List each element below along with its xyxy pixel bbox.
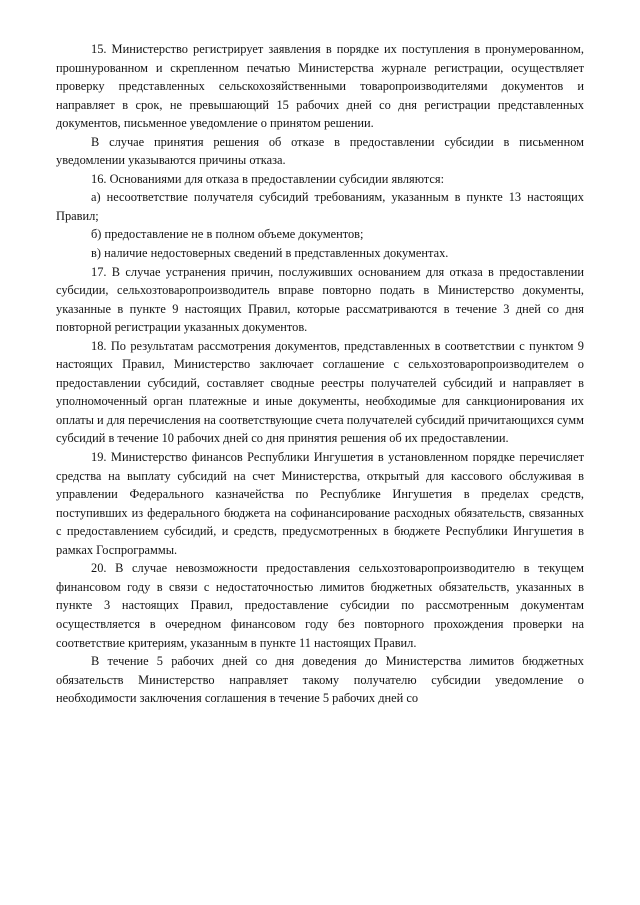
paragraph-16-v: в) наличие недостоверных сведений в представленных документах. <box>91 246 449 261</box>
paragraph-16: 16. Основаниями для отказа в предоставлении субсидии являются: <box>91 171 445 186</box>
paragraph-16-b: б) предоставление не в полном объеме документов; <box>91 227 364 242</box>
paragraph-20-notice: В течение 5 рабочих дней со дня доведения до Министерства лимитов бюджетных обязательств Министерство направляет такому получателю субсидии уведомление о необходимости заключения соглашения в течение 5 рабочих дней со <box>56 654 584 706</box>
paragraph-refusal-reasons: В случае принятия решения об отказе в предоставлении субсидии в письменном уведомлении указываются причины отказа. <box>56 134 584 168</box>
paragraph-19: 19. Министерство финансов Республики Ингушетия в установленном порядке перечисляет средства на выплату субсидий на счет Министерства, открытый для кассового обслуживая в управлении Федерального казначейства по Республике Ингушетия в пределах средств, поступивших из федерального бюджета на софинансирование расходных обязательств, связанных с предоставлением субсидий, и средств, предусмотренных в бюджете Республики Ингушетия в рамках Госпрограммы. <box>56 450 584 557</box>
paragraph-17: 17. В случае устранения причин, послуживших основанием для отказа в предоставлении субсидии, сельхозтоваропроизводитель вправе повторно подать в Министерство документы, указанные в пункте 9 настоящих Правил, которые рассматриваются в течение 3 дней со дня повторной регистрации указанных документов. <box>56 264 584 335</box>
paragraph-15: 15. Министерство регистрирует заявления в порядке их поступления в пронумерованном, прошнурованном и скрепленном печатью Министерства журнале регистрации, осуществляет проверку представленных сельскохозяйственными товаропроизводителями документов и направляет в срок, не превышающий 15 рабочих дней со дня регистрации представленных документов, письменное уведомление о принятом решении. <box>56 42 584 131</box>
paragraph-16-a: а) несоответствие получателя субсидий требованиям, указанным в пункте 13 настоящих Правил; <box>56 190 584 223</box>
paragraph-18: 18. По результатам рассмотрения документов, представленных в соответствии с пунктом 9 настоящих Правил, Министерство заключает соглашение с сельхозтоваропроизводителем о предоставлении субсидий, составляет сводные реестры получателей субсидий и направляет в уполномоченный орган платежные и иные документы, необходимые для санкционирования их оплаты и для перечисления на соответствующие счета получателей субсидий причитающихся сумм субсидий в течение 10 рабочих дней со дня принятия решения об их предоставлении. <box>56 338 584 446</box>
document-page <box>56 40 584 708</box>
paragraph-20: 20. В случае невозможности предоставления сельхозтоваропроизводителю в текущем финансовом году в связи с недостаточностью лимитов бюджетных обязательств, указанных в пункте 3 настоящих Правил, предоставление субсидии по рассмотренным документам осуществляется в очередном финансовом году без повторного прохождения проверки на соответствие критериям, указанным в пункте 11 настоящих Правил. <box>56 561 584 650</box>
